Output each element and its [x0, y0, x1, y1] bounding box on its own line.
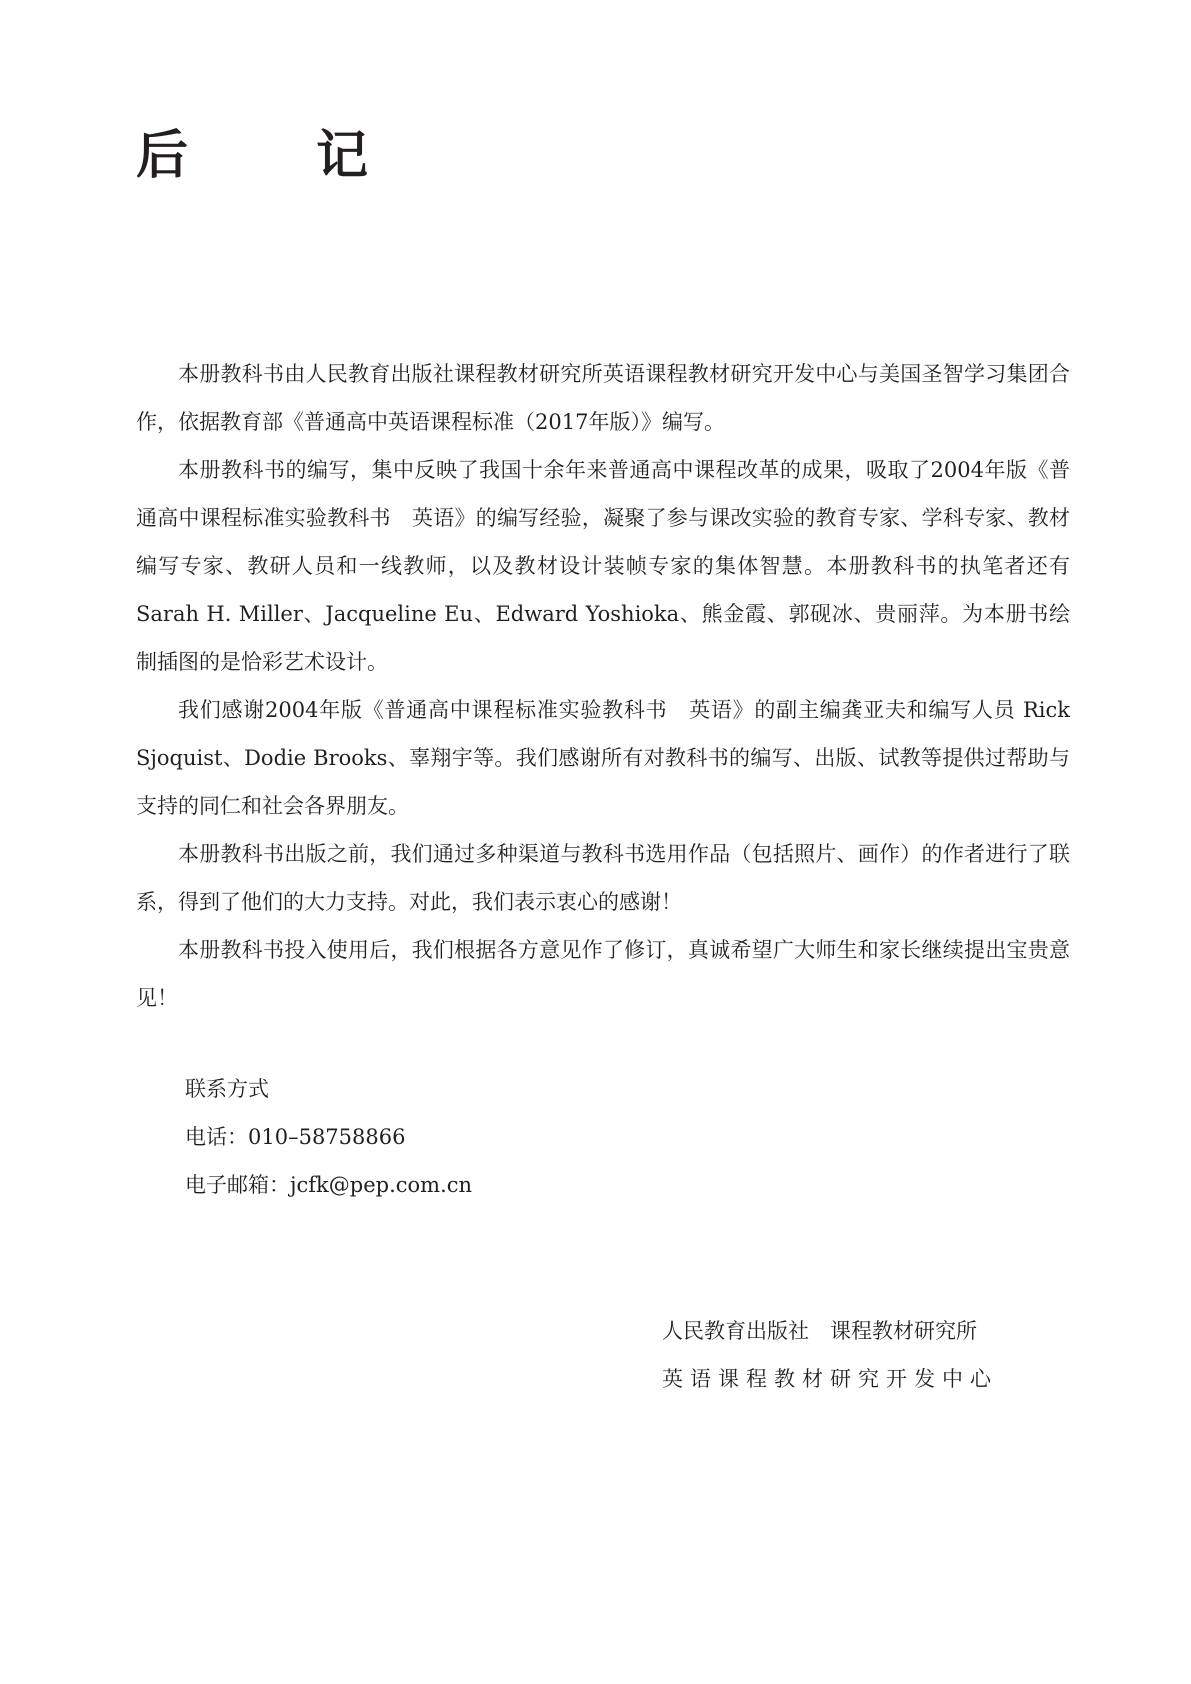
contact-block: [185, 1065, 472, 1209]
signature-block: [662, 1307, 998, 1403]
paragraph-4: 本册教科书出版之前，我们通过多种渠道与教科书选用作品（包括照片、画作）的作者进行了联系，得到了他们的大力支持。对此，我们表示衷心的感谢！: [136, 842, 1070, 914]
contact-email: 电子邮箱：jcfk@pep.com.cn: [185, 1173, 473, 1197]
afterword-body: [136, 350, 1070, 1022]
paragraph-3: 我们感谢2004年版《普通高中课程标准实验教科书 英语》的副主编龚亚夫和编写人员 Rick Sjoquist、Dodie Brooks、辜翔宇等。我们感谢所有对教科书的编写、出版、试教等提供过帮助与支持的同仁和社会各界朋友。: [136, 698, 1070, 818]
paragraph-1: 本册教科书由人民教育出版社课程教材研究所英语课程教材研究开发中心与美国圣智学习集团合作，依据教育部《普通高中英语课程标准（2017年版）》编写。: [136, 362, 1070, 434]
page-title: 后 记: [136, 125, 407, 186]
paragraph-2: 本册教科书的编写，集中反映了我国十余年来普通高中课程改革的成果，吸取了2004年版《普通高中课程标准实验教科书 英语》的编写经验，凝聚了参与课改实验的教育专家、学科专家、教材编写专家、教研人员和一线教师，以及教材设计装帧专家的集体智慧。本册教科书的执笔者还有Sarah H. Miller、Jacqueline Eu、Edward Yoshioka、熊金霞、郭砚冰、贵丽萍。为本册书绘制插图的是恰彩艺术设计。: [136, 458, 1070, 674]
contact-heading: 联系方式: [185, 1077, 269, 1101]
signature-center: 英语课程教材研究开发中心: [662, 1367, 998, 1391]
paragraph-5: 本册教科书投入使用后，我们根据各方意见作了修订，真诚希望广大师生和家长继续提出宝贵意见！: [136, 938, 1070, 1010]
signature-publisher: 人民教育出版社 课程教材研究所: [662, 1319, 977, 1343]
contact-phone: 电话：010–58758866: [185, 1125, 406, 1149]
